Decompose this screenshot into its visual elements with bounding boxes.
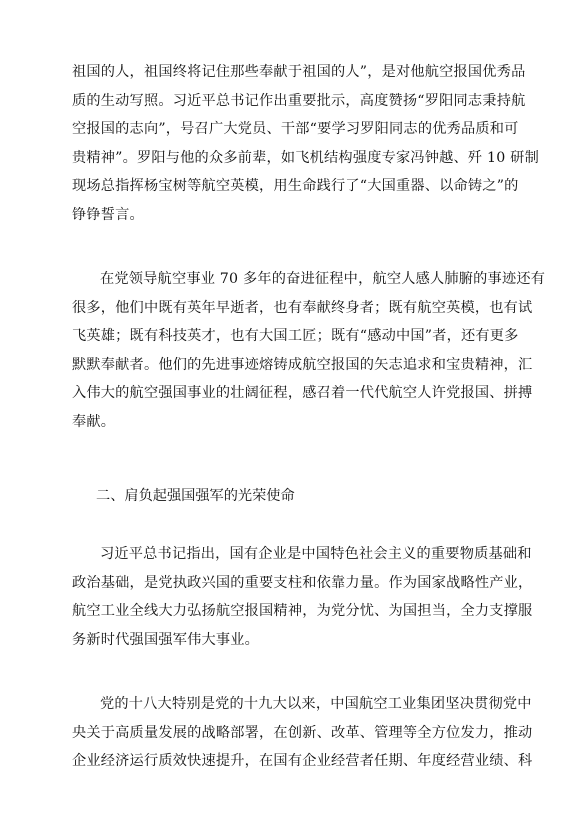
text-line: 现场总指挥杨宝树等航空英模，用生命践行了“大国重器、以命铸之”的 [72, 178, 519, 194]
text-line: 企业经济运行质效快速提升，在国有企业经营者任期、年度经营业绩、科 [72, 753, 533, 769]
text-line: 党的十八大特别是党的十九大以来，中国航空工业集团坚决贯彻党中 [100, 696, 532, 712]
text-line: 央关于高质量发展的战略部署，在创新、改革、管理等全方位发力，推动 [72, 724, 533, 741]
paragraph-4 [72, 690, 533, 776]
text-line: 铮铮誓言。 [72, 206, 144, 223]
section-heading: 二、肩负起强国强军的光荣使命 [96, 488, 295, 504]
text-line: 默默奉献者。他们的先进事迹熔铸成航空报国的矢志追求和宝贵精神，汇 [72, 356, 533, 373]
text-line: 在党领导航空事业 70 多年的奋进征程中，航空人感人肺腑的事迹还有 [100, 271, 546, 287]
paragraph-1 [72, 58, 539, 229]
paragraph-3 [72, 540, 533, 654]
text-line: 质的生动写照。习近平总书记作出重要批示，高度赞扬“罗阳同志秉持航 [72, 92, 526, 109]
text-line: 祖国的人，祖国终将记住那些奉献于祖国的人”，是对他航空报国优秀品 [72, 64, 526, 80]
text-line: 航空工业全线大力弘扬航空报国精神，为党分忧、为国担当，全力支撑服 [72, 603, 533, 619]
text-line: 空报国的志向”，号召广大党员、干部“要学习罗阳同志的优秀品质和可 [72, 121, 519, 137]
text-line: 习近平总书记指出，国有企业是中国特色社会主义的重要物质基础和 [100, 546, 532, 562]
text-line: 入伟大的航空强国事业的壮阔征程，感召着一代代航空人许党报国、拼搏 [72, 385, 533, 401]
paragraph-2 [72, 265, 546, 436]
text-line: 飞英雄；既有科技英才，也有大国工匠；既有“感动中国”者，还有更多 [72, 328, 519, 344]
text-line: 奉献。 [72, 413, 116, 430]
text-line: 务新时代强国强军伟大事业。 [72, 631, 260, 648]
text-line: 政治基础，是党执政兴国的重要支柱和依靠力量。作为国家战略性产业， [72, 574, 533, 591]
text-line: 贵精神”。罗阳与他的众多前辈，如飞机结构强度专家冯钟越、歼 10 研制 [72, 149, 539, 166]
text-line: 很多，他们中既有英年早逝者，也有奉献终身者；既有航空英模，也有试 [72, 299, 533, 316]
